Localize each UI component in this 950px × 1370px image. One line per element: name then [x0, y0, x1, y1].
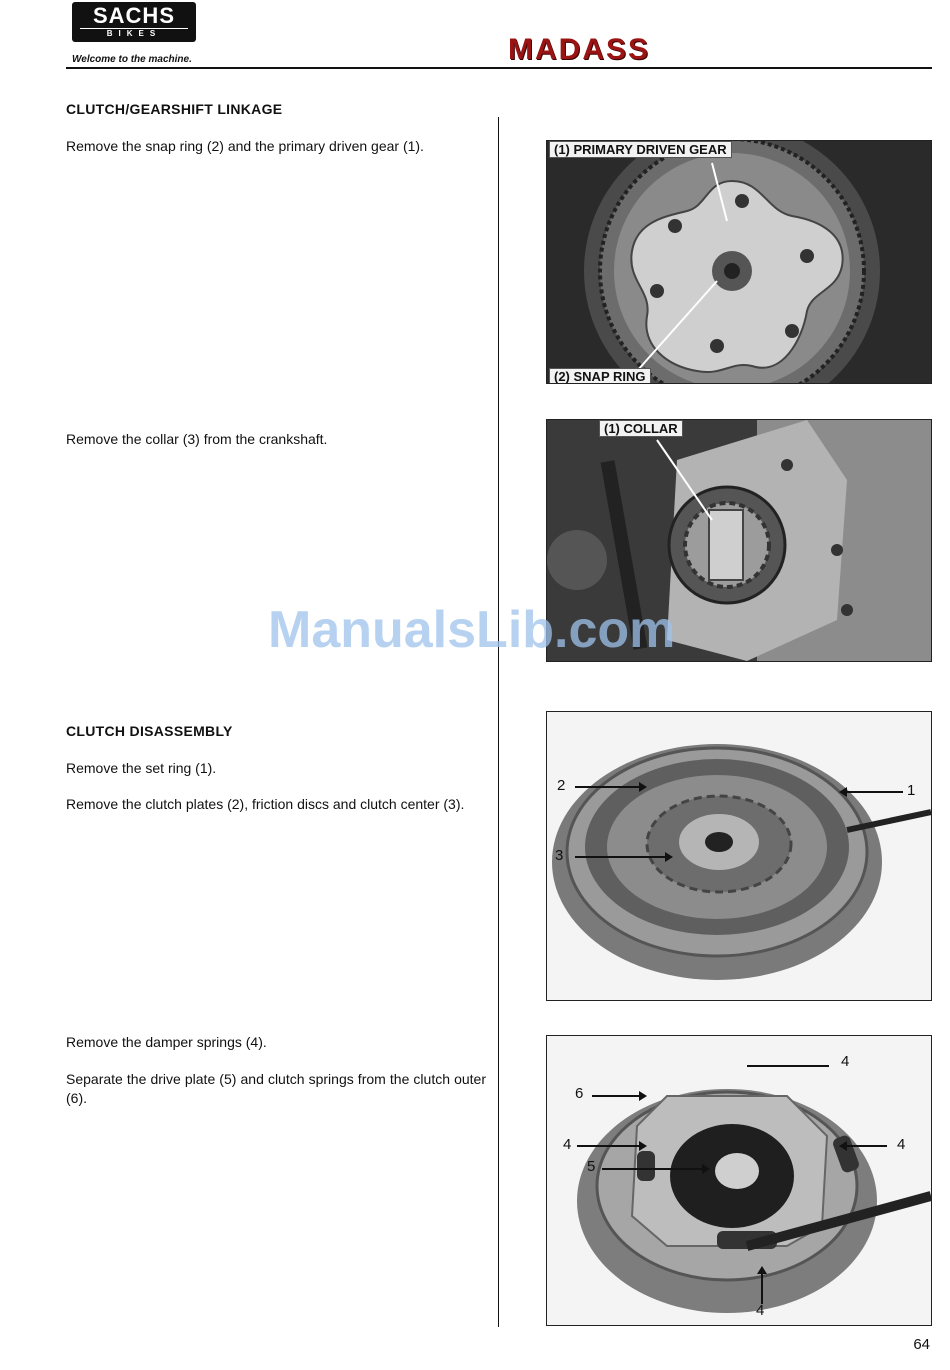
callout-4-bottom: 4 [756, 1302, 765, 1319]
label-collar: (1) COLLAR [599, 420, 683, 437]
header-rule [66, 67, 932, 69]
disassembly-paragraph-1: Remove the set ring (1). [66, 760, 217, 776]
callout-6: 6 [575, 1085, 584, 1102]
label-primary-driven-gear: (1) PRIMARY DRIVEN GEAR [549, 141, 732, 158]
column-divider [498, 117, 499, 1327]
disassembly-heading: CLUTCH DISASSEMBLY [66, 723, 233, 739]
linkage-paragraph-2: Remove the collar (3) from the crankshaft. [66, 431, 328, 447]
drive-plate-photo-illustration [547, 1036, 931, 1325]
watermark: ManualsLib.com [268, 601, 676, 659]
callout-5: 5 [587, 1158, 596, 1175]
disassembly-paragraph-2: Remove the clutch plates (2), friction discs and clutch center (3). [66, 796, 465, 812]
gear-photo-illustration [547, 141, 931, 383]
figure-damper-springs [546, 1035, 932, 1326]
callout-1: 1 [907, 782, 916, 799]
page-number: 64 [913, 1336, 930, 1353]
madass-logo: MADASS [508, 33, 651, 66]
callout-2: 2 [557, 777, 566, 794]
sachs-bikes-logo [72, 2, 196, 42]
clutch-photo-illustration [547, 712, 931, 1000]
label-snap-ring: (2) SNAP RING [549, 368, 651, 384]
brand-bottom: BIKES [80, 28, 188, 39]
disassembly-paragraph-3: Remove the damper springs (4). [66, 1034, 267, 1050]
linkage-paragraph-1: Remove the snap ring (2) and the primary driven gear (1). [66, 138, 424, 154]
figure-clutch-set-ring [546, 711, 932, 1001]
tagline: Welcome to the machine. [72, 54, 192, 65]
linkage-heading: CLUTCH/GEARSHIFT LINKAGE [66, 101, 283, 117]
callout-4-left: 4 [563, 1136, 572, 1153]
callout-4-top: 4 [841, 1053, 850, 1070]
disassembly-paragraph-4: Separate the drive plate (5) and clutch springs from the clutch outer (6). [66, 1071, 486, 1106]
figure-primary-driven-gear [546, 140, 932, 384]
callout-3: 3 [555, 847, 564, 864]
brand-top: SACHS [92, 3, 175, 28]
callout-4-right: 4 [897, 1136, 906, 1153]
